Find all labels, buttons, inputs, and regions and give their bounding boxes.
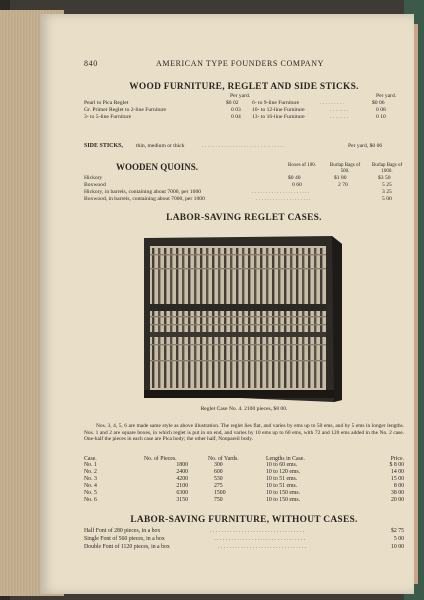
case-yards: 600 bbox=[214, 469, 223, 475]
case-pieces: 4200 bbox=[176, 476, 188, 482]
wood-item-price: 0 03 bbox=[231, 107, 241, 113]
case-lengths: 10 to 150 ems. bbox=[266, 497, 301, 503]
wood-item-label: 10- to 12-line Furniture bbox=[252, 107, 305, 113]
quoin-label: Boxwood, in barrels, containing about 7000, per 1000 bbox=[84, 196, 205, 202]
catalog-page bbox=[40, 14, 414, 594]
reglet-description-text: Nos. 3, 4, 5, 6 are made same style as above illustration. The reglet lies flat, and varies by ems up to 50 ems, and by 5 ems in longer lengths. Nos. 1 and 2 are square boxes, in which reglet is put in on end, and varies by 10 ems up to 60 ems, with 72 and 120 ems added in the No. 2 case. One-half the pieces in each case are Pica body; the other half, Nonpareil body. bbox=[84, 423, 404, 443]
case-lengths: 10 to 60 ems. bbox=[266, 462, 298, 468]
quoin-label: Hickory bbox=[84, 175, 103, 181]
furniture-item bbox=[84, 536, 404, 544]
case-name: No. 1 bbox=[84, 462, 97, 468]
case-name: No. 2 bbox=[84, 469, 97, 475]
case-pieces: 6300 bbox=[176, 490, 188, 496]
case-name: No. 3 bbox=[84, 476, 97, 482]
case-price: 15 00 bbox=[390, 476, 404, 482]
case-pieces: 3150 bbox=[176, 497, 188, 503]
quoin-label: Hickory, in barrels, containing about 7000, per 1000 bbox=[84, 189, 202, 195]
wood-item-price: 0 08 bbox=[376, 107, 386, 113]
column-header: No. of Pieces. bbox=[144, 455, 177, 462]
reglet-cases-table bbox=[84, 455, 404, 504]
leader-dots: . . . . . . . . . . . . . . . . . . . . . . . . . . . . . . . . . bbox=[210, 528, 305, 534]
wood-item-label: 13- to 16-line Furniture bbox=[252, 114, 305, 120]
case-yards: 1500 bbox=[214, 490, 226, 496]
reglet-cases-title: LABOR-SAVING REGLET CASES. bbox=[166, 213, 322, 223]
furniture-item bbox=[84, 528, 404, 536]
case-price: $ 8 00 bbox=[389, 462, 404, 468]
leader-dots: . . . . . . . . . . . . . . . . . . . . bbox=[256, 196, 311, 202]
wood-item-price: 0 10 bbox=[376, 114, 386, 120]
leader-dots: . . . . . . . . . . . . . . . . . . . . . . . . . . . . . . . bbox=[218, 544, 307, 550]
case-price: 8 00 bbox=[393, 483, 404, 489]
table-row bbox=[84, 462, 404, 469]
quoins-col-header: Burlap Bags of 500. bbox=[329, 163, 361, 174]
side-sticks-price: Per yard, $0 06 bbox=[348, 143, 383, 149]
leader-dots: . . . . . . . . . . . . . . . . . . . . . bbox=[252, 189, 310, 195]
wood-item-label: 3- to 5-line Furniture bbox=[84, 114, 132, 120]
case-pieces: 1800 bbox=[176, 462, 188, 468]
case-name: No. 5 bbox=[84, 490, 97, 496]
wood-item-price: 0 04 bbox=[231, 114, 241, 120]
leader-dots: . . . . . . . . . . . . . . . . . . . . . . . . . . . . . . bbox=[202, 143, 285, 149]
reglet-case-illustration bbox=[136, 232, 348, 404]
quoin-price: $3 50 bbox=[378, 175, 391, 181]
labor-furniture-title: LABOR-SAVING FURNITURE, WITHOUT CASES. bbox=[130, 515, 358, 525]
wood-item-label: Gr. Primer Reglet to 2-line Furniture bbox=[84, 107, 167, 113]
furniture-item bbox=[84, 544, 404, 552]
quoins-col-header: Burlap Bags of 1000. bbox=[371, 163, 403, 174]
per-yard-label-left: Per yard. bbox=[230, 93, 251, 99]
quoin-price: $0 40 bbox=[288, 175, 301, 181]
table-row bbox=[84, 490, 404, 497]
table-row bbox=[84, 469, 404, 476]
quoins-col-header: Boxes of 100. bbox=[288, 163, 316, 168]
quoin-price: 2 70 bbox=[338, 182, 348, 188]
case-yards: 275 bbox=[214, 483, 223, 489]
side-sticks-label: SIDE STICKS, bbox=[84, 143, 124, 149]
wood-item-price: $0 02 bbox=[226, 100, 239, 106]
furniture-label: Half Font of 280 pieces, in a box bbox=[84, 528, 161, 534]
leader-dots: . . . . . . . . . bbox=[320, 100, 344, 106]
reglet-case-engraving bbox=[136, 232, 348, 404]
table-row bbox=[84, 483, 404, 490]
quoin-price: 5 00 bbox=[382, 196, 392, 202]
per-yard-label-right: Per yard. bbox=[376, 93, 397, 99]
column-header: Case. bbox=[84, 455, 97, 462]
quoin-label: Boxwood bbox=[84, 182, 106, 188]
case-lengths: 10 to 150 ems. bbox=[266, 490, 301, 496]
leader-dots: . . . . . . . bbox=[330, 114, 349, 120]
case-price: 14 00 bbox=[390, 469, 404, 475]
side-sticks-desc: thin, medium or thick bbox=[136, 143, 185, 149]
table-row bbox=[84, 497, 404, 504]
quoin-price: $1 80 bbox=[334, 175, 347, 181]
case-lengths: 10 to 51 ems. bbox=[266, 483, 298, 489]
quoin-price: 0 60 bbox=[292, 182, 302, 188]
case-price: 20 00 bbox=[390, 497, 404, 503]
quoin-price: 5 25 bbox=[382, 182, 392, 188]
case-lengths: 10 to 51 ems. bbox=[266, 476, 298, 482]
leader-dots: . . . . . . . bbox=[330, 107, 349, 113]
column-header: No. of Yards. bbox=[208, 455, 239, 462]
quoins-title: WOODEN QUOINS. bbox=[116, 162, 199, 172]
furniture-price: $2 75 bbox=[390, 528, 404, 534]
case-pieces: 2100 bbox=[176, 483, 188, 489]
case-pieces: 2400 bbox=[176, 469, 188, 475]
wood-item-label: 6- to 9-line Furniture bbox=[252, 100, 300, 106]
column-header: Lengths in Case. bbox=[266, 455, 305, 462]
wood-item-label: Pearl to Pica Reglet bbox=[84, 100, 129, 106]
furniture-label: Single Font of 560 pieces, in a box bbox=[84, 536, 165, 542]
case-lengths: 10 to 120 ems. bbox=[266, 469, 301, 475]
case-name: No. 6 bbox=[84, 497, 97, 503]
column-header: Price. bbox=[390, 455, 404, 462]
case-price: 38 00 bbox=[390, 490, 404, 496]
quoin-price: 3 25 bbox=[382, 189, 392, 195]
page-number: 840 bbox=[84, 59, 98, 68]
reglet-description bbox=[84, 423, 404, 443]
case-yards: 300 bbox=[214, 462, 223, 468]
furniture-price: 10 00 bbox=[390, 544, 404, 550]
case-yards: 530 bbox=[214, 476, 223, 482]
table-header-row bbox=[84, 455, 404, 462]
furniture-price: 5 00 bbox=[393, 536, 404, 542]
case-yards: 750 bbox=[214, 497, 223, 503]
table-row bbox=[84, 476, 404, 483]
leader-dots: . . . . . . . . . . . . . . . . . . . . . . . . . . . . . . . . bbox=[214, 536, 306, 542]
furniture-label: Double Font of 1120 pieces, in a box bbox=[84, 544, 170, 550]
wood-furniture-title: WOOD FURNITURE, REGLET AND SIDE STICKS. bbox=[129, 82, 359, 92]
reglet-case-caption: Reglet Case No. 4. 2100 pieces, $8 00. bbox=[200, 406, 288, 412]
wood-item-price: $0 06 bbox=[372, 100, 385, 106]
case-name: No. 4 bbox=[84, 483, 97, 489]
company-name: AMERICAN TYPE FOUNDERS COMPANY bbox=[156, 59, 325, 68]
